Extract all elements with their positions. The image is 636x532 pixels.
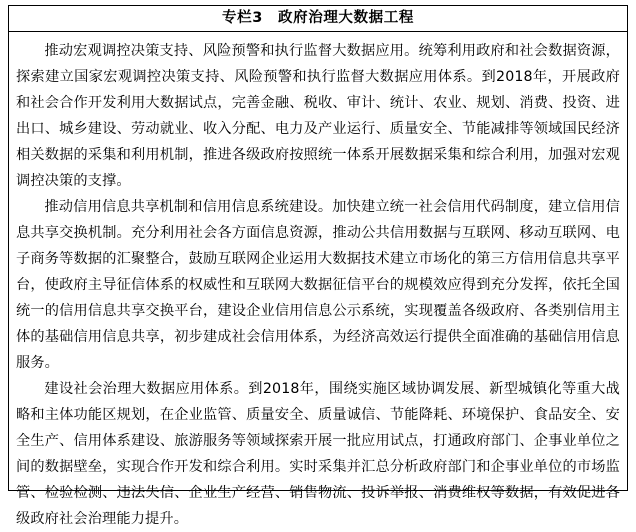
callout-box — [8, 5, 628, 527]
callout-paragraph: 建设社会治理大数据应用体系。到2018年，围绕实施区域协调发展、新型城镇化等重大战略和主体功能区规划，在企业监管、质量安全、质量诚信、节能降耗、环境保护、食品安全、安全生产、信用体系建设、旅游服务等领域探索开展一批应用试点，打通政府部门、企事业单位之间的数据壁垒，实现合作开发和综合利用。实时采集并汇总分析政府部门和企事业单位的市场监管、检验检测、违法失信、企业生产经营、销售物流、投诉举报、消费维权等数据，有效促进各级政府社会治理能力提升。 — [16, 381, 620, 527]
callout-paragraph: 推动信用信息共享机制和信用信息系统建设。加快建立统一社会信用代码制度，建立信用信息共享交换机制。充分利用社会各方面信息资源，推动公共信用数据与互联网、移动互联网、电子商务等数据的汇聚整合，鼓励互联网企业运用大数据技术建立市场化的第三方信用信息共享平台，使政府主导征信体系的权威性和互联网大数据征信平台的规模效应得到充分发挥，依托全国统一的信用信息共享交换平台，建设企业信用信息公示系统，实现覆盖各级政府、各类别信用主体的基础信用信息共享，初步建成社会信用体系，为经济高效运行提供全面准确的基础信用信息服务。 — [16, 199, 620, 371]
callout-header — [9, 6, 627, 32]
callout-body — [9, 32, 627, 532]
callout-title: 专栏3 政府治理大数据工程 — [222, 10, 414, 27]
callout-paragraph: 推动宏观调控决策支持、风险预警和执行监督大数据应用。统筹利用政府和社会数据资源，探索建立国家宏观调控决策支持、风险预警和执行监督大数据应用体系。到2018年，开展政府和社会合作开发利用大数据试点，完善金融、税收、审计、统计、农业、规划、消费、投资、进出口、城乡建设、劳动就业、收入分配、电力及产业运行、质量安全、节能减排等领域国民经济相关数据的采集和利用机制，推进各级政府按照统一体系开展数据采集和综合利用，加强对宏观调控决策的支撑。 — [16, 43, 620, 189]
